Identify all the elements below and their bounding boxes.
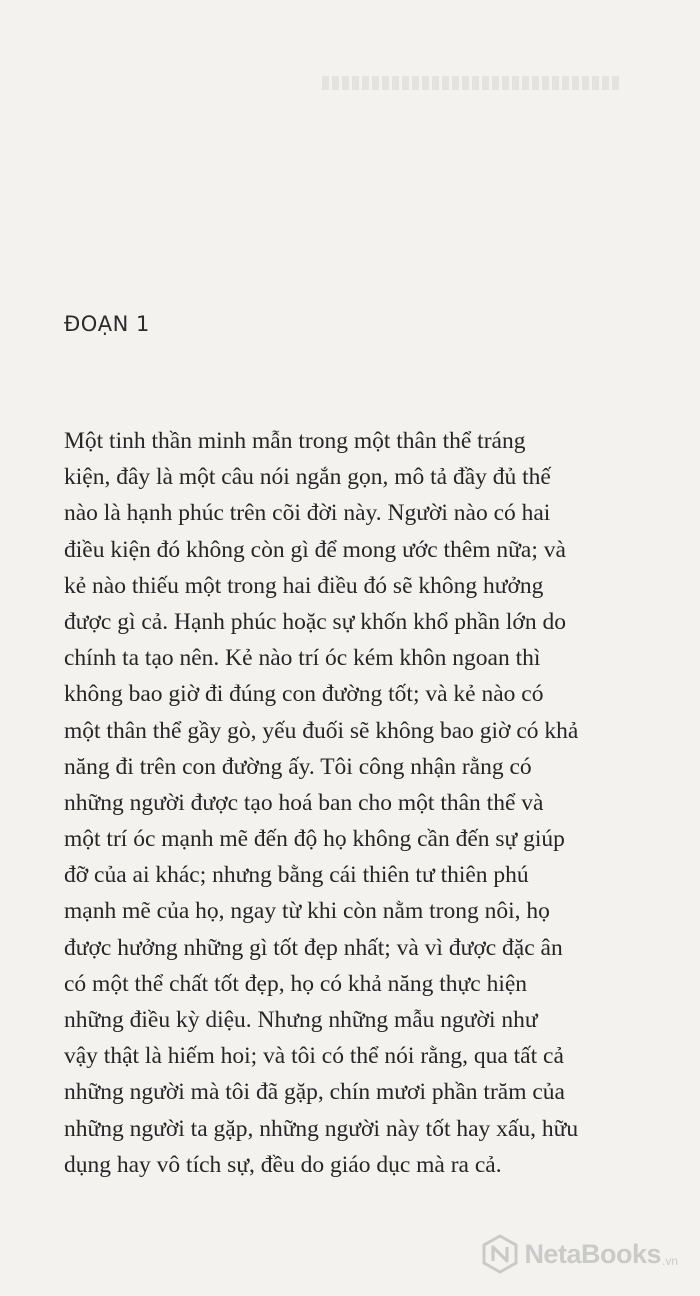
text-line: kẻ nào thiếu một trong hai điều đó sẽ không hưởng: [64, 572, 544, 599]
text-line: những người mà tôi đã gặp, chín mươi phần trăm của: [64, 1079, 565, 1106]
text-line: được hưởng những gì tốt đẹp nhất; và vì được đặc ân: [64, 934, 563, 961]
text-line: một trí óc mạnh mẽ đến độ họ không cần đến sự giúp: [64, 826, 565, 853]
text-line: có một thể chất tốt đẹp, họ có khả năng thực hiện: [64, 970, 528, 997]
text-line: mạnh mẽ của họ, ngay từ khi còn nằm trong nôi, họ: [64, 898, 550, 925]
netabooks-logo-icon: [480, 1234, 520, 1274]
bleed-through-header: [322, 76, 622, 90]
text-line: một thân thể gầy gò, yếu đuối sẽ không bao giờ có khả: [64, 717, 579, 744]
text-line: đỡ của ai khác; nhưng bằng cái thiên tư thiên phú: [64, 862, 529, 889]
text-line: vậy thật là hiếm hoi; và tôi có thể nói rằng, qua tất cả: [64, 1043, 564, 1070]
paragraph: [64, 423, 664, 1183]
text-line: nào là hạnh phúc trên cõi đời này. Người nào có hai: [64, 500, 551, 527]
text-line: không bao giờ đi đúng con đường tốt; và kẻ nào có: [64, 681, 544, 708]
text-line: Một tinh thần minh mẫn trong một thân thể tráng: [64, 428, 526, 454]
text-line: những điều kỳ diệu. Nhưng những mẫu người như: [64, 1007, 538, 1033]
text-line: điều kiện đó không còn gì để mong ước thêm nữa; và: [64, 536, 566, 563]
text-line: dụng hay vô tích sự, đều do giáo dục mà ra cả.: [64, 1151, 502, 1178]
text-line: năng đi trên con đường ấy. Tôi công nhận rằng có: [64, 753, 532, 780]
watermark-suffix: .vn: [661, 1254, 678, 1268]
watermark: [480, 1234, 678, 1274]
text-line: chính ta tạo nên. Kẻ nào trí óc kém khôn ngoan thì: [64, 645, 541, 672]
text-line: kiện, đây là một câu nói ngắn gọn, mô tả đầy đủ thế: [64, 464, 551, 491]
watermark-brand: NetaBooks: [524, 1238, 661, 1269]
section-heading: ĐOẠN 1: [64, 312, 150, 336]
text-line: những người ta gặp, những người này tốt hay xấu, hữu: [64, 1115, 579, 1142]
text-line: những người được tạo hoá ban cho một thân thể và: [64, 789, 544, 816]
text-line: được gì cả. Hạnh phúc hoặc sự khốn khổ phần lớn do: [64, 608, 566, 635]
